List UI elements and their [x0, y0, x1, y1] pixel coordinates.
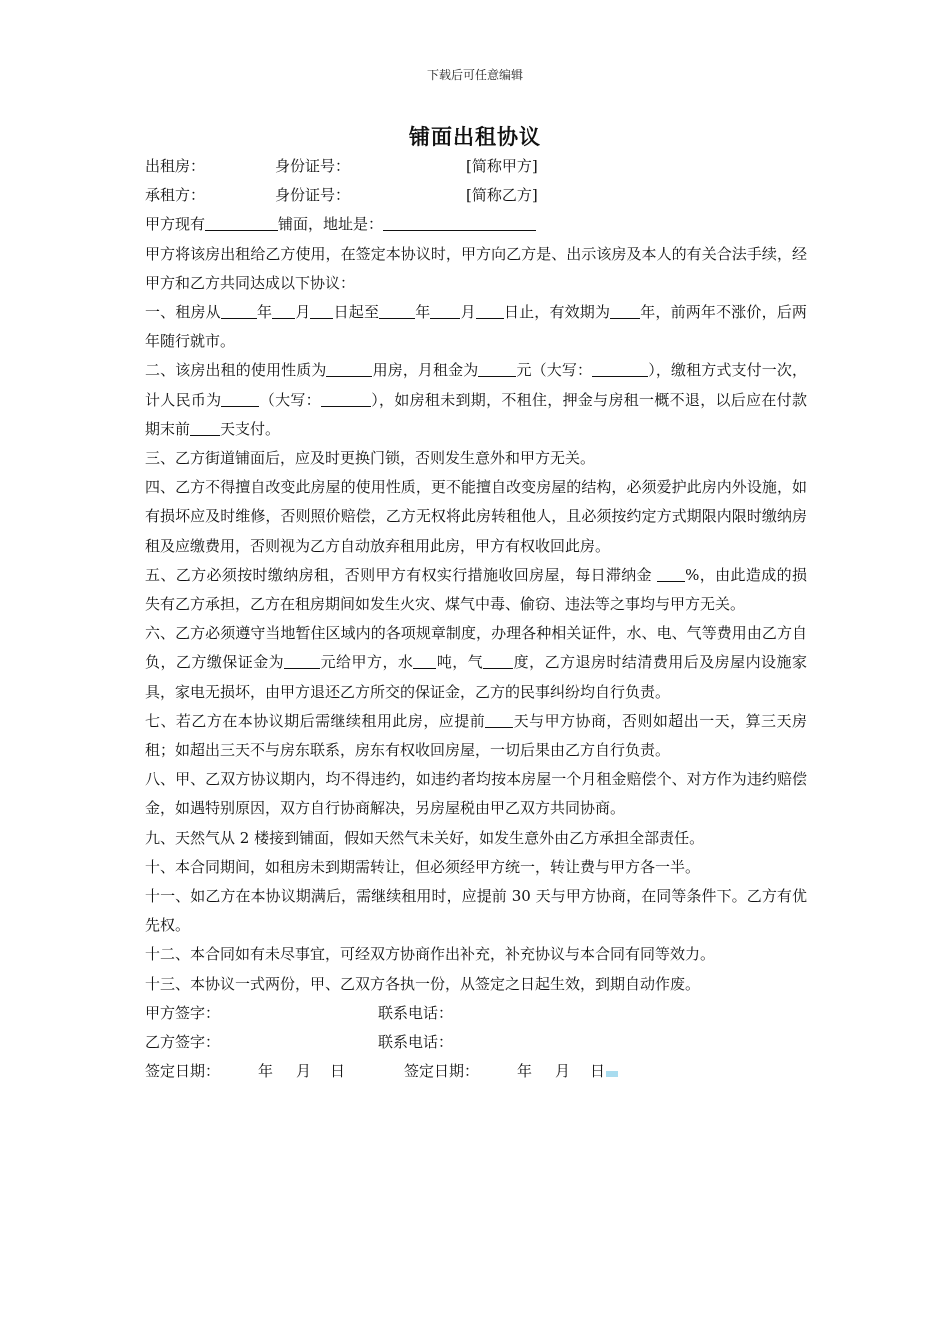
clause-7: 七、若乙方在本协议期后需继续租用此房，应提前 天与甲方协商，否则如超出一天，算三天房租；如超出三天不与房东联系，房东有权收回房屋，一切后果由乙方自行负责。 — [145, 711, 807, 760]
signing-date-label: 签定日期： — [404, 1062, 480, 1081]
blank-field[interactable] — [205, 213, 278, 231]
signing-date-row — [145, 1057, 807, 1086]
party-row-lessee — [145, 181, 807, 210]
blank-field[interactable] — [657, 564, 685, 582]
blank-field[interactable] — [478, 359, 516, 377]
blank-field[interactable] — [321, 389, 371, 407]
blank-field[interactable] — [413, 651, 436, 669]
date-month: 月 — [296, 1062, 312, 1081]
date-month: 月 — [555, 1062, 571, 1081]
party-short-name: [简称甲方] — [466, 157, 538, 175]
date-day: 日 — [590, 1057, 618, 1086]
blank-field[interactable] — [310, 301, 333, 319]
clause-6: 六、乙方必须遵守当地暂住区域内的各项规章制度，办理各种相关证件，水、电、气等费用由乙方自负，乙方缴保证金为 元给甲方，水 吨，气 度，乙方退房时结清费用后及房屋内设施家具，家电无损坏，由甲方退还乙方所交的保证金，乙方的民事纠纷均自行负责。 — [145, 624, 807, 701]
blank-field[interactable] — [383, 213, 536, 231]
header-note: 下载后可任意编辑 — [426, 68, 523, 82]
property-prefix: 甲方现有 — [145, 215, 206, 234]
date-year: 年 — [517, 1062, 533, 1081]
phone-label: 联系电话： — [378, 1003, 454, 1022]
clause-1: 一、租房从 年 月 日起至 年 月 日止，有效期为 年，前两年不涨价，后两年随行就市。 — [145, 302, 807, 351]
signing-date-label: 签定日期： — [145, 1062, 221, 1081]
blank-field[interactable] — [326, 359, 372, 377]
document-title: 铺面出租协议 — [409, 124, 541, 149]
blank-field[interactable] — [284, 651, 320, 669]
blank-field[interactable] — [476, 301, 504, 319]
id-number-label: 身份证号： — [275, 186, 351, 205]
party-short-name: [简称乙方] — [466, 186, 538, 205]
signature-label: 甲方签字： — [145, 1003, 221, 1022]
blank-field[interactable] — [485, 710, 513, 728]
blank-field[interactable] — [221, 389, 259, 407]
intro-paragraph: 甲方将该房出租给乙方使用，在签定本协议时，甲方向乙方是、出示该房及本人的有关合法手续，经甲方和乙方共同达成以下协议： — [145, 244, 807, 292]
blank-field[interactable] — [610, 301, 640, 319]
property-line — [145, 210, 807, 239]
blank-field[interactable] — [430, 301, 460, 319]
clause-10: 十、本合同期间，如租房未到期需转让，但必须经甲方统一，转让费与甲方各一半。 — [145, 857, 701, 876]
blank-field[interactable] — [221, 301, 257, 319]
date-day: 日 — [330, 1062, 346, 1081]
contract-body — [145, 152, 807, 1086]
party-row-lessor — [145, 152, 807, 181]
date-year: 年 — [258, 1062, 274, 1081]
clause-3: 三、乙方街道铺面后，应及时更换门锁，否则发生意外和甲方无关。 — [145, 448, 596, 467]
cursor-marker — [606, 1071, 618, 1077]
signature-row-lessor — [145, 999, 807, 1028]
blank-field[interactable] — [379, 301, 415, 319]
phone-label: 联系电话： — [378, 1033, 454, 1052]
blank-field[interactable] — [272, 301, 295, 319]
clause-8: 八、甲、乙双方协议期内，均不得违约，如违约者均按本房屋一个月租金赔偿个、对方作为违约赔偿金，如遇特别原因，双方自行协商解决，另房屋税由甲乙双方共同协商。 — [145, 770, 807, 818]
clause-9: 九、天然气从 2 楼接到铺面，假如天然气未关好，如发生意外由乙方承担全部责任。 — [145, 828, 705, 847]
property-address-label: 铺面，地址是： — [278, 215, 384, 234]
clause-11: 十一、如乙方在本协议期满后，需继续租用时，应提前 30 天与甲方协商，在同等条件下。乙方有优先权。 — [145, 887, 807, 935]
party-role-label: 承租方： — [145, 186, 206, 205]
clause-2: 二、该房出租的使用性质为 用房，月租金为 元（大写： ），缴租方式支付一次，计人民币为 （大写： ），如房租未到期，不租住，押金与房租一概不退，以后应在付款期末前 天支付。 — [145, 361, 807, 438]
clause-5: 五、乙方必须按时缴纳房租，否则甲方有权实行措施收回房屋，每日滞纳金 %，由此造成的损失有乙方承担，乙方在租房期间如发生火灾、煤气中毒、偷窃、违法等之事均与甲方无关。 — [145, 565, 807, 613]
blank-field[interactable] — [190, 418, 220, 436]
signature-row-lessee — [145, 1028, 807, 1057]
blank-field[interactable] — [592, 359, 648, 377]
clause-13: 十三、本协议一式两份，甲、乙双方各执一份，从签定之日起生效，到期自动作废。 — [145, 974, 701, 993]
clause-12: 十二、本合同如有未尽事宜，可经双方协商作出补充，补充协议与本合同有同等效力。 — [145, 945, 716, 964]
id-number-label: 身份证号： — [275, 157, 351, 175]
clause-4: 四、乙方不得擅自改变此房屋的使用性质，更不能擅自改变房屋的结构，必须爱护此房内外设施，如有损坏应及时维修，否则照价赔偿，乙方无权将此房转租他人，且必须按约定方式期限内限时缴纳房租及应缴费用，否则视为乙方自动放弃租用此房，甲方有权收回此房。 — [145, 478, 807, 555]
signature-label: 乙方签字： — [145, 1033, 221, 1052]
party-role-label: 出租房： — [145, 157, 206, 175]
blank-field[interactable] — [483, 651, 513, 669]
